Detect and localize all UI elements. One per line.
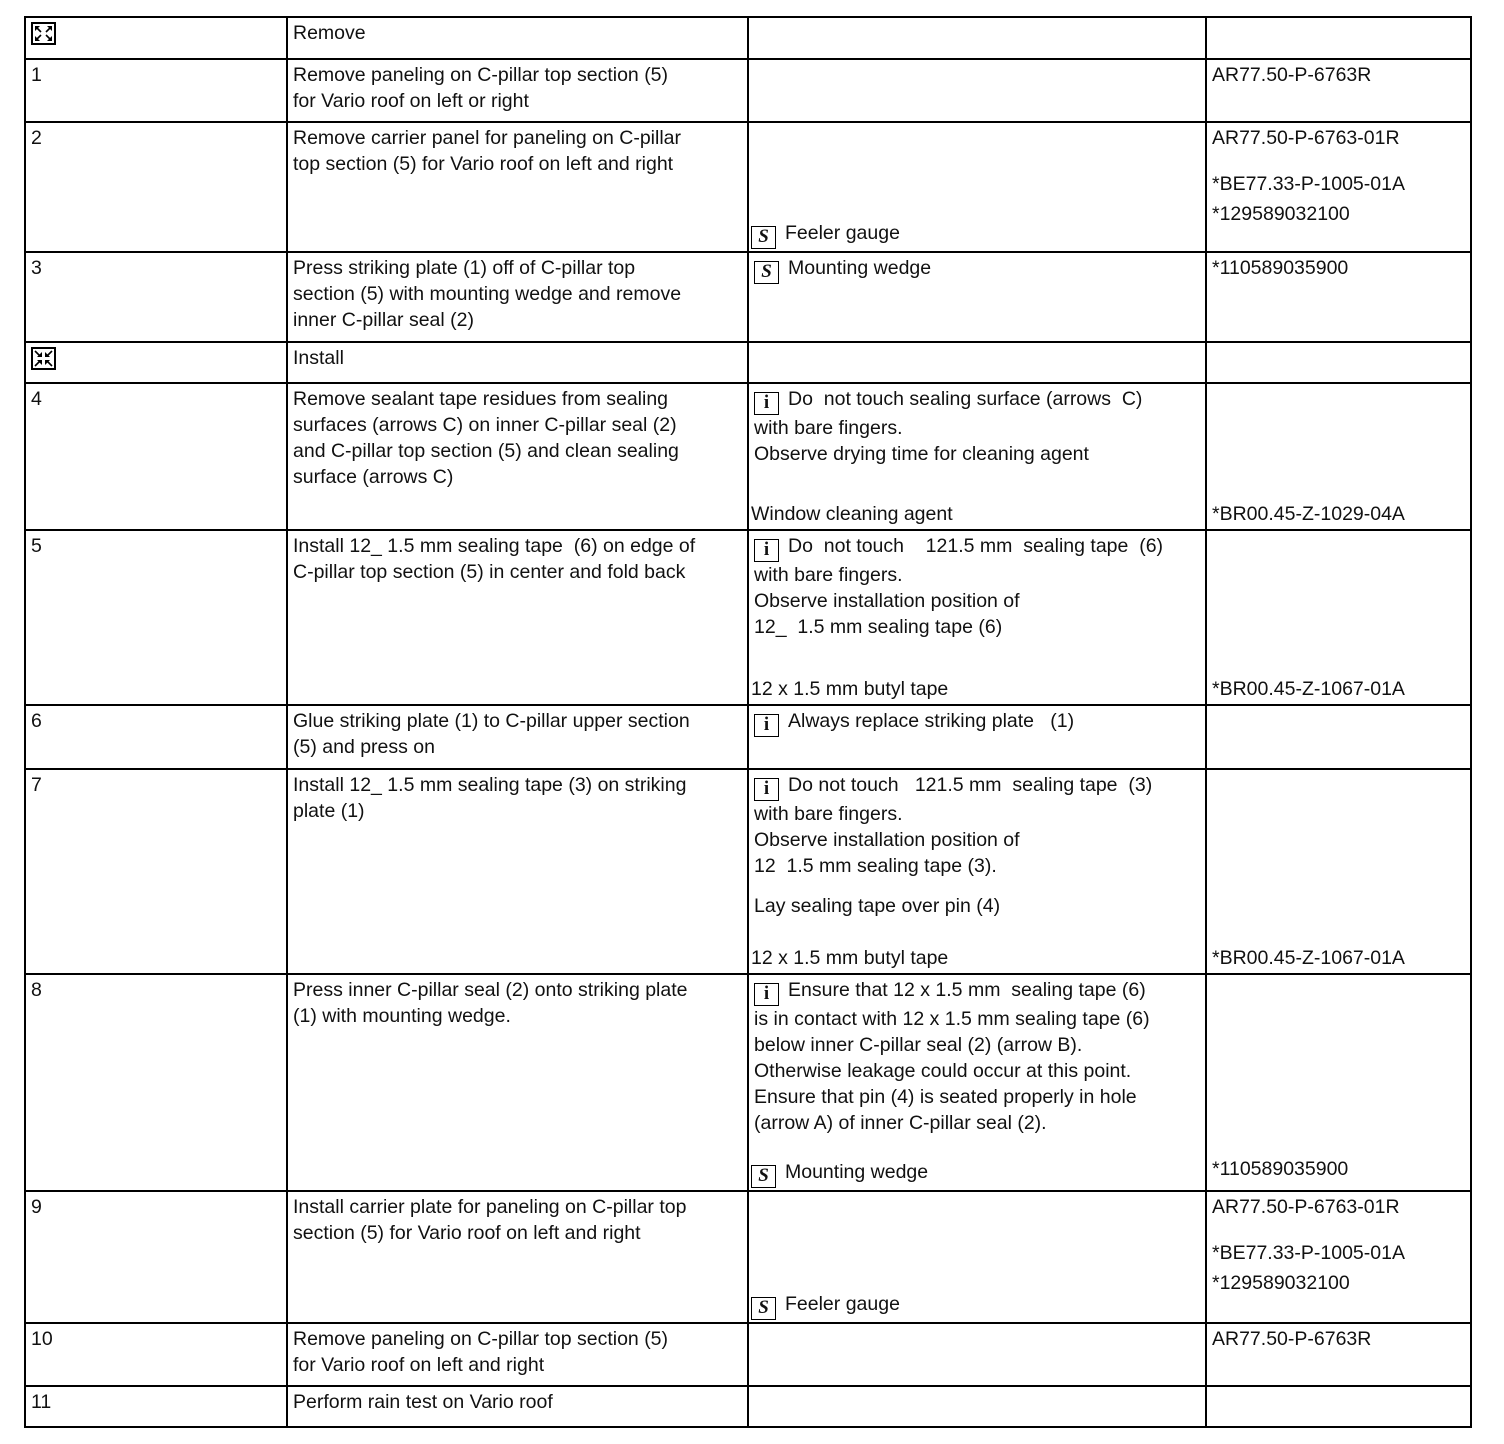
material-line: 12 x 1.5 mm butyl tape [751,947,949,969]
text-line: Install 12_ 1.5 mm sealing tape (6) on edge of [293,535,696,557]
text-line: (5) and press on [293,736,435,758]
reference-link[interactable]: *BE77.33-P-1005-01A [1212,173,1405,195]
note-text: Always replace striking plate (1) [788,710,1075,732]
step-number: 10 [25,1323,287,1386]
note-text: Do not touch sealing surface (arrows C) [788,388,1143,410]
tool-icon: S [751,1165,776,1188]
tool-line [751,1291,1202,1320]
text-line: plate (1) [293,800,365,822]
text-line: section (5) with mounting wedge and remove [293,283,682,305]
text-line: Remove paneling on C-pillar top section (5) [293,64,669,86]
tool-line [751,220,1202,249]
tool-icon: S [754,261,779,284]
tool-line [751,1159,1202,1188]
info-icon: i [754,539,779,562]
notes-cell [748,252,1206,342]
note-text: Observe installation position of [754,590,1020,612]
notes-cell [748,122,1206,252]
table-row [25,769,1471,974]
table-row [25,705,1471,769]
reference-link[interactable]: *BE77.33-P-1005-01A [1212,1242,1405,1264]
expand-arrows-icon [31,22,56,45]
info-icon: i [754,778,779,801]
material-line: 12 x 1.5 mm butyl tape [751,678,949,700]
step-description [287,974,748,1191]
phase-icon-cell [25,17,287,59]
table-row [25,530,1471,705]
step-number: 7 [25,769,287,974]
reference-cell [1206,1323,1471,1386]
compress-arrows-icon [31,347,56,370]
note-text: with bare fingers. [754,803,903,825]
step-number: 5 [25,530,287,705]
tool-name: Mounting wedge [785,1161,929,1183]
table-row [25,252,1471,342]
step-description [287,122,748,252]
step-description [287,1386,748,1427]
info-icon: i [754,714,779,737]
notes-cell [748,974,1206,1191]
note-text: is in contact with 12 x 1.5 mm sealing tape (6) [754,1008,1150,1030]
text-line: surfaces (arrows C) on inner C-pillar seal (2) [293,414,677,436]
reference-link[interactable]: *BR00.45-Z-1029-04A [1212,503,1405,525]
text-line: inner C-pillar seal (2) [293,309,474,331]
note-text: Ensure that 12 x 1.5 mm sealing tape (6) [788,979,1146,1001]
reference-cell [1206,59,1471,122]
step-description [287,383,748,530]
reference-link[interactable]: *110589035900 [1212,1158,1349,1180]
note-text: Observe installation position of [754,829,1020,851]
step-description [287,769,748,974]
note-text: below inner C-pillar seal (2) (arrow B). [754,1034,1083,1056]
text-line: surface (arrows C) [293,466,454,488]
note-text: (arrow A) of inner C-pillar seal (2). [754,1112,1047,1134]
step-number: 3 [25,252,287,342]
text-line: section (5) for Vario roof on left and right [293,1222,641,1244]
material-line: Window cleaning agent [751,503,953,525]
text-line: Remove sealant tape residues from sealing [293,388,669,410]
reference-cell [1206,122,1471,252]
table-row [25,1323,1471,1386]
reference-link[interactable]: *110589035900 [1212,257,1349,279]
step-description [287,1191,748,1323]
reference-cell [1206,383,1471,530]
reference-cell [1206,1191,1471,1323]
text-line: Install carrier plate for paneling on C-pillar top [293,1196,687,1218]
tool-icon: S [751,1297,776,1320]
table-row [25,122,1471,252]
step-description [287,252,748,342]
reference-cell [1206,530,1471,705]
reference-cell [1206,974,1471,1191]
reference-link[interactable]: AR77.50-P-6763-01R [1212,127,1400,149]
reference-link[interactable]: *129589032100 [1212,203,1350,225]
phase-row-install [25,342,1471,383]
notes-cell [748,383,1206,530]
note-text: Observe drying time for cleaning agent [754,443,1089,465]
text-line: Remove paneling on C-pillar top section (5) [293,1328,669,1350]
info-icon: i [754,983,779,1006]
phase-label: Install [287,342,748,383]
reference-link[interactable]: AR77.50-P-6763-01R [1212,1196,1400,1218]
text-line: for Vario roof on left and right [293,1354,545,1376]
note-text: 12_ 1.5 mm sealing tape (6) [754,616,1003,638]
tool-icon: S [751,226,776,249]
table-row [25,383,1471,530]
text-line: top section (5) for Vario roof on left and right [293,153,674,175]
text-line: Press striking plate (1) off of C-pillar top [293,257,636,279]
text-line: Press inner C-pillar seal (2) onto striking plate [293,979,688,1001]
reference-cell [1206,769,1471,974]
table-row [25,59,1471,122]
step-number: 6 [25,705,287,769]
tool-name: Feeler gauge [785,222,900,244]
step-number: 4 [25,383,287,530]
step-description [287,530,748,705]
note-text: with bare fingers. [754,417,903,439]
text-line: and C-pillar top section (5) and clean sealing [293,440,679,462]
notes-cell [748,530,1206,705]
tool-name: Mounting wedge [788,257,932,279]
reference-cell [1206,252,1471,342]
text-line: Remove carrier panel for paneling on C-pillar [293,127,682,149]
phase-label: Remove [287,17,748,59]
step-number: 11 [25,1386,287,1427]
text-line: Glue striking plate (1) to C-pillar upper section [293,710,690,732]
note-text: 12 1.5 mm sealing tape (3). [754,855,997,877]
text-line: Perform rain test on Vario roof [293,1391,553,1413]
note-text: Otherwise leakage could occur at this point. [754,1060,1132,1082]
phase-icon-cell [25,342,287,383]
reference-link[interactable]: AR77.50-P-6763R [1212,1328,1372,1350]
text-line: for Vario roof on left or right [293,90,529,112]
info-icon: i [754,392,779,415]
note-text: Ensure that pin (4) is seated properly in hole [754,1086,1137,1108]
notes-cell [748,705,1206,769]
reference-link[interactable]: *BR00.45-Z-1067-01A [1212,678,1405,700]
reference-link[interactable]: *129589032100 [1212,1272,1350,1294]
reference-link[interactable]: *BR00.45-Z-1067-01A [1212,947,1405,969]
note-text: Do not touch 121.5 mm sealing tape (6) [788,535,1164,557]
text-line: C-pillar top section (5) in center and fold back [293,561,686,583]
reference-link[interactable]: AR77.50-P-6763R [1212,64,1372,86]
table-row [25,1386,1471,1427]
table-row [25,974,1471,1191]
step-description [287,59,748,122]
note-text: with bare fingers. [754,564,903,586]
text-line: Install 12_ 1.5 mm sealing tape (3) on striking [293,774,687,796]
phase-row-remove [25,17,1471,59]
notes-cell [748,769,1206,974]
step-description [287,1323,748,1386]
procedure-table [24,16,1472,1428]
step-number: 8 [25,974,287,1191]
tool-name: Feeler gauge [785,1293,900,1315]
step-number: 2 [25,122,287,252]
table-row [25,1191,1471,1323]
note-text: Do not touch 121.5 mm sealing tape (3) [788,774,1153,796]
step-number: 1 [25,59,287,122]
notes-cell [748,1191,1206,1323]
step-description [287,705,748,769]
note-text: Lay sealing tape over pin (4) [754,895,1001,917]
text-line: (1) with mounting wedge. [293,1005,511,1027]
step-number: 9 [25,1191,287,1323]
